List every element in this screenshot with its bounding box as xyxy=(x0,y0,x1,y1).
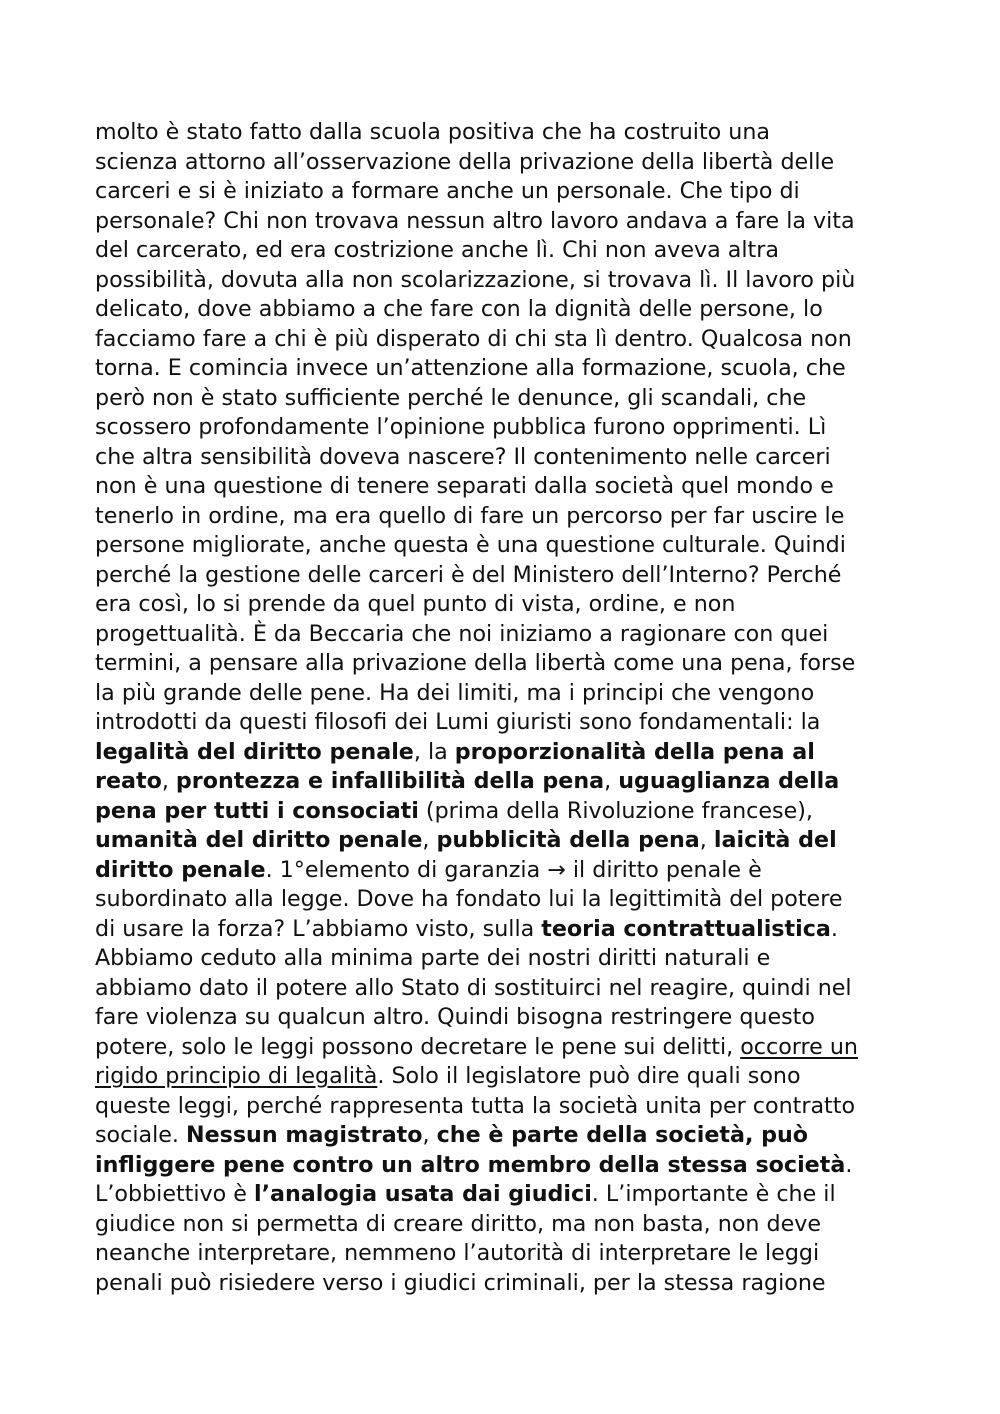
text-line xyxy=(95,295,925,325)
text-segment: , xyxy=(422,827,437,853)
text-line xyxy=(95,384,925,414)
text-line xyxy=(95,885,925,915)
text-segment: del carcerato, ed era costrizione anche lì. Chi non aveva altra xyxy=(95,237,779,263)
text-segment: . xyxy=(830,915,838,942)
text-segment: carceri e si è iniziato a formare anche un personale. Che tipo di xyxy=(95,178,800,204)
text-line xyxy=(95,1239,925,1269)
text-segment: . L’importante è che il xyxy=(591,1181,836,1207)
body-text xyxy=(95,118,925,1298)
text-line xyxy=(95,1003,925,1033)
text-segment: giudice non si permetta di creare diritto, ma non basta, non deve xyxy=(95,1210,822,1237)
bold-text: prontezza e infallibilità della pena xyxy=(175,768,605,794)
text-line xyxy=(95,266,925,296)
text-line xyxy=(95,472,925,502)
bold-text: legalità del diritto penale xyxy=(95,738,414,765)
text-line xyxy=(95,531,925,561)
bold-text: umanità del diritto penale xyxy=(95,827,423,853)
bold-text: teoria contrattualistica xyxy=(541,915,831,942)
text-line xyxy=(95,443,925,473)
text-line xyxy=(95,1151,925,1181)
text-line xyxy=(95,767,925,797)
text-segment: introdotti da questi filosofi dei Lumi giuristi sono fondamentali: la xyxy=(95,709,821,735)
text-segment: non è una questione di tenere separati dalla società quel mondo e xyxy=(95,473,834,499)
text-segment: . Solo il legislatore può dire quali sono xyxy=(377,1063,801,1089)
bold-text: che è parte della società, può xyxy=(436,1122,809,1148)
text-line xyxy=(95,679,925,709)
text-segment: sociale. xyxy=(95,1122,187,1148)
text-line xyxy=(95,118,925,148)
text-segment: molto è stato fatto dalla scuola positiva che ha costruito una xyxy=(95,119,770,145)
underlined-text: occorre un xyxy=(740,1033,858,1060)
text-line xyxy=(95,738,925,768)
text-segment: , xyxy=(604,768,619,794)
text-line xyxy=(95,856,925,886)
text-line xyxy=(95,1033,925,1063)
text-segment: di usare la forza? L’abbiamo visto, sulla xyxy=(95,915,542,942)
text-line xyxy=(95,590,925,620)
bold-text: pena per tutti i consociati xyxy=(95,797,419,824)
bold-text: l’analogia usata dai giudici xyxy=(254,1181,592,1207)
bold-text: pubblicità della pena xyxy=(436,827,700,853)
text-segment: persone migliorate, anche questa è una questione culturale. Quindi xyxy=(95,532,846,558)
text-line xyxy=(95,148,925,178)
text-segment: L’obbiettivo è xyxy=(95,1181,254,1207)
bold-text: infliggere pene contro un altro membro della stessa società xyxy=(95,1151,846,1178)
text-segment: . xyxy=(845,1151,853,1178)
text-segment: , xyxy=(699,827,714,853)
text-line xyxy=(95,974,925,1004)
bold-text: reato xyxy=(95,768,162,794)
bold-text: diritto penale xyxy=(95,856,266,883)
text-segment: (prima della Rivoluzione francese), xyxy=(418,797,813,824)
text-segment: fare violenza su qualcun altro. Quindi bisogna restringere questo xyxy=(95,1004,815,1030)
text-line xyxy=(95,1092,925,1122)
text-segment: delicato, dove abbiamo a che fare con la dignità delle persone, lo xyxy=(95,296,823,322)
text-line xyxy=(95,325,925,355)
text-segment: possibilità, dovuta alla non scolarizzazione, si trovava lì. Il lavoro più xyxy=(95,266,856,293)
text-segment: era così, lo si prende da quel punto di vista, ordine, e non xyxy=(95,591,736,617)
text-segment: però non è stato sufficiente perché le denunce, gli scandali, che xyxy=(95,384,807,411)
text-segment: personale? Chi non trovava nessun altro lavoro andava a fare la vita xyxy=(95,207,855,234)
text-segment: progettualità. È da Beccaria che noi iniziamo a ragionare con quei xyxy=(95,620,829,647)
text-segment: facciamo fare a chi è più disperato di chi sta lì dentro. Qualcosa non xyxy=(95,325,852,352)
text-segment: subordinato alla legge. Dove ha fondato lui la legittimità del potere xyxy=(95,886,843,912)
text-line xyxy=(95,207,925,237)
text-line xyxy=(95,1180,925,1210)
text-line xyxy=(95,561,925,591)
text-segment: , xyxy=(161,768,176,794)
text-segment: perché la gestione delle carceri è del Ministero dell’Interno? Perché xyxy=(95,561,842,588)
text-segment: Abbiamo ceduto alla minima parte dei nostri diritti naturali e xyxy=(95,945,771,971)
bold-text: uguaglianza della xyxy=(618,768,840,794)
text-segment: potere, solo le leggi possono decretare le pene sui delitti, xyxy=(95,1033,741,1060)
text-segment: penali può risiedere verso i giudici criminali, per la stessa ragione xyxy=(95,1269,826,1296)
text-line xyxy=(95,944,925,974)
text-line xyxy=(95,354,925,384)
text-line xyxy=(95,1121,925,1151)
text-segment: torna. E comincia invece un’attenzione alla formazione, scuola, che xyxy=(95,355,846,381)
text-line xyxy=(95,177,925,207)
text-line xyxy=(95,1210,925,1240)
text-segment: scossero profondamente l’opinione pubblica furono opprimenti. Lì xyxy=(95,414,827,440)
text-segment: queste leggi, perché rappresenta tutta la società unita per contratto xyxy=(95,1092,856,1119)
text-segment: , la xyxy=(413,738,455,765)
text-line xyxy=(95,413,925,443)
text-line xyxy=(95,236,925,266)
text-line xyxy=(95,649,925,679)
text-segment: scienza attorno all’osservazione della privazione della libertà delle xyxy=(95,148,835,175)
text-segment: . 1°elemento di garanzia → il diritto penale è xyxy=(265,856,762,883)
bold-text: laicità del xyxy=(713,827,837,853)
text-line xyxy=(95,797,925,827)
text-line xyxy=(95,502,925,532)
text-line xyxy=(95,620,925,650)
text-segment: , xyxy=(422,1122,437,1148)
text-line xyxy=(95,826,925,856)
text-segment: la più grande delle pene. Ha dei limiti, ma i principi che vengono xyxy=(95,679,815,706)
bold-text: Nessun magistrato xyxy=(186,1122,423,1148)
underlined-text: rigido principio di legalità xyxy=(95,1063,378,1089)
text-segment: termini, a pensare alla privazione della libertà come una pena, forse xyxy=(95,650,856,676)
text-line xyxy=(95,1062,925,1092)
text-segment: neanche interpretare, nemmeno l’autorità di interpretare le leggi xyxy=(95,1240,820,1266)
text-segment: tenerlo in ordine, ma era quello di fare un percorso per far uscire le xyxy=(95,502,845,529)
bold-text: proporzionalità della pena al xyxy=(454,738,815,765)
text-segment: abbiamo dato il potere allo Stato di sostituirci nel reagire, quindi nel xyxy=(95,974,852,1001)
text-segment: che altra sensibilità doveva nascere? Il contenimento nelle carceri xyxy=(95,443,831,470)
text-line xyxy=(95,708,925,738)
text-line xyxy=(95,915,925,945)
text-line xyxy=(95,1269,925,1299)
